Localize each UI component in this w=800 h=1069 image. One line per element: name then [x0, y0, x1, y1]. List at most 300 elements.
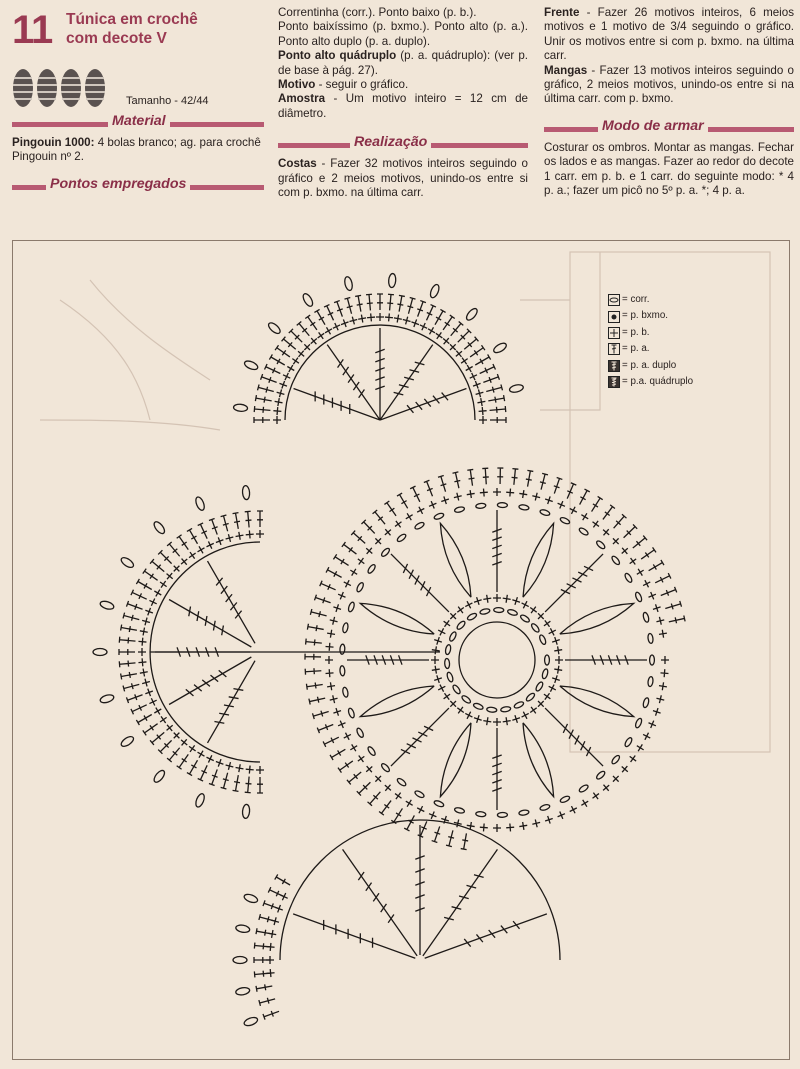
upper-tall-ring	[397, 295, 404, 311]
outer-chain	[340, 644, 345, 654]
outer-chain	[367, 746, 377, 757]
center-chain	[473, 702, 484, 710]
outer-sc-ring	[375, 776, 381, 782]
left-sc-ring	[246, 766, 254, 774]
left-tall-ring	[257, 777, 263, 793]
outer-sc-ring	[326, 643, 334, 651]
outer-tall-ring	[424, 480, 433, 496]
left-sc-ring	[216, 537, 224, 545]
center-sc-ring	[450, 613, 456, 619]
left-sc-ring	[236, 764, 244, 772]
center-sc-ring	[530, 707, 536, 713]
outer-tall-ring	[357, 782, 371, 795]
legend-item: = p. bxmo.	[608, 308, 693, 324]
outer-chain	[476, 503, 486, 509]
frente-text: Frente - Fazer 26 motivos inteiros, 6 meios motivos e 1 motivo de 3/4 seguindo o gráfico. Unir os motivos entre si com p. bxmo. na última carr.	[544, 6, 794, 63]
upper-sc-ring	[277, 389, 285, 397]
left-sc-ring	[145, 689, 153, 697]
outer-tall-ring	[306, 683, 322, 690]
upper-picot	[233, 404, 248, 412]
left-spoke	[214, 721, 224, 723]
outer-tall-ring	[309, 697, 325, 705]
outer-sc-ring	[344, 580, 351, 587]
spoke	[561, 590, 570, 594]
upper-sc-ring	[470, 373, 477, 380]
left-sc-ring	[145, 608, 153, 616]
lower-picot	[235, 924, 250, 933]
slip-stitch-icon	[608, 311, 620, 323]
upper-sc-ring	[333, 323, 340, 330]
left-spoke	[213, 621, 215, 631]
left-sc-ring	[142, 618, 150, 626]
upper-sc-ring	[411, 319, 419, 327]
outer-chain	[347, 707, 355, 718]
upper-tall-ring	[480, 364, 496, 373]
lower-tall-ring	[268, 887, 284, 896]
upper-tall-ring	[261, 374, 277, 383]
outer-tall-ring	[655, 573, 671, 583]
outer-tall-ring	[330, 749, 345, 760]
outer-sc-ring	[558, 812, 565, 819]
outer-tall-ring	[461, 833, 468, 849]
center-sc-ring	[549, 628, 556, 635]
left-spoke	[224, 705, 234, 707]
outer-sc-ring	[649, 592, 656, 599]
left-tall-ring	[198, 523, 207, 539]
center-chain	[538, 634, 546, 645]
upper-sc-ring	[292, 358, 299, 365]
left-tall-ring	[121, 625, 137, 632]
left-spoke	[233, 689, 243, 691]
upper-tall-ring	[486, 384, 502, 392]
left-tall-ring	[221, 773, 229, 789]
pontos-heading: Pontos empregados	[12, 177, 264, 197]
upper-sc-ring	[479, 407, 487, 415]
outer-chain	[414, 790, 425, 799]
left-tall-ring	[233, 775, 240, 791]
left-picot	[99, 693, 114, 704]
petal	[560, 686, 634, 717]
outer-chain	[539, 509, 550, 517]
outer-sc-ring	[581, 800, 588, 807]
treble-crochet-icon	[608, 360, 620, 372]
outer-sc-ring	[327, 630, 335, 638]
upper-sc-ring	[279, 381, 287, 389]
lower-tall-ring	[259, 998, 275, 1006]
outer-tall-ring	[307, 624, 323, 631]
lower-tall-ring	[254, 957, 270, 963]
left-sc-ring	[154, 708, 161, 715]
upper-tall-ring	[483, 374, 499, 383]
upper-sc-ring	[479, 416, 487, 424]
center-chain	[541, 668, 548, 679]
spoke	[584, 566, 593, 570]
outer-sc-ring	[643, 580, 650, 587]
outer-sc-ring	[656, 695, 664, 703]
left-sc-ring	[198, 751, 205, 758]
outer-sc-ring	[467, 490, 475, 498]
left-tall-ring	[126, 601, 142, 610]
outer-sc-ring	[603, 529, 609, 535]
upper-sc-ring	[341, 319, 349, 327]
outer-sc-ring	[656, 617, 664, 625]
outer-chain	[634, 591, 642, 602]
left-sc-ring	[207, 541, 214, 548]
outer-sc-ring	[480, 489, 488, 497]
left-picot	[152, 520, 166, 535]
center-sc-ring	[493, 718, 501, 726]
center-sc-ring	[552, 637, 560, 645]
upper-tall-ring	[475, 354, 490, 365]
stitch-item: Motivo - seguir o gráfico.	[278, 78, 409, 92]
center-chain	[525, 692, 536, 702]
upper-tall-ring	[258, 384, 274, 392]
upper-spoke	[416, 402, 422, 410]
outer-sc-ring	[545, 496, 553, 504]
upper-picot	[492, 341, 508, 354]
outer-sc-ring	[603, 785, 609, 791]
left-picot	[120, 735, 136, 749]
upper-sc-ring	[466, 365, 473, 372]
upper-tall-ring	[451, 322, 464, 336]
left-tall-ring	[167, 542, 180, 556]
lower-picot	[243, 1016, 259, 1027]
left-tall-ring	[187, 760, 198, 775]
center-sc-ring	[530, 607, 536, 613]
upper-spoke	[380, 345, 433, 420]
outer-tall-ring	[373, 510, 385, 524]
mangas-text: Mangas - Fazer 13 motivos inteiros seguindo o gráfico, 2 meios motivos, unindo-os entre si na última carr. com p. bxmo.	[544, 63, 794, 106]
center-chain	[507, 609, 518, 617]
left-tall-ring	[136, 715, 151, 726]
left-spoke	[208, 661, 256, 743]
left-spoke	[189, 606, 191, 616]
outer-chain	[497, 812, 507, 817]
upper-picot	[388, 273, 396, 288]
modo-heading: Modo de armar	[544, 119, 794, 139]
outer-chain	[396, 777, 407, 787]
quadruple-treble-icon	[608, 376, 620, 388]
upper-sc-ring	[304, 344, 310, 350]
upper-sc-ring	[456, 351, 462, 357]
outer-sc-ring	[630, 558, 636, 564]
upper-sc-ring	[420, 323, 427, 330]
outer-sc-ring	[417, 507, 424, 514]
spoke	[401, 749, 410, 753]
lower-spoke	[513, 921, 519, 929]
left-picot	[242, 804, 250, 819]
left-tall-ring	[143, 569, 158, 581]
left-sc-ring	[236, 532, 244, 540]
center-chain	[519, 614, 530, 624]
outer-chain	[634, 718, 642, 729]
left-sc-ring	[181, 739, 187, 745]
outer-sc-ring	[630, 756, 636, 762]
double-crochet-icon	[608, 343, 620, 355]
outer-tall-ring	[453, 472, 461, 488]
left-tall-ring	[177, 754, 189, 769]
outer-tall-ring	[384, 501, 396, 516]
stitch-legend	[608, 292, 693, 390]
upper-picot	[344, 276, 354, 291]
upper-spoke	[407, 405, 413, 413]
upper-sc-ring	[283, 373, 290, 380]
petal	[560, 603, 634, 634]
center-sc-ring	[438, 685, 445, 692]
upper-spoke	[380, 389, 466, 420]
left-tall-ring	[143, 724, 158, 736]
pattern-number: 11	[12, 8, 53, 52]
left-sc-ring	[246, 530, 254, 538]
outer-sc-ring	[406, 513, 413, 520]
outer-sc-ring	[570, 806, 577, 813]
outer-tall-ring	[540, 473, 548, 489]
lower-sc-ring	[271, 917, 279, 925]
outer-sc-ring	[344, 733, 351, 740]
left-sc-ring	[226, 534, 234, 542]
upper-sc-ring	[450, 344, 456, 350]
left-sc-ring	[189, 552, 196, 559]
outer-sc-ring	[429, 812, 436, 819]
left-sc-ring	[160, 716, 167, 723]
left-sc-ring	[138, 648, 146, 656]
upper-sc-ring	[443, 338, 449, 344]
left-spoke	[205, 616, 207, 626]
outer-tall-ring	[592, 496, 603, 511]
left-sc-ring	[226, 762, 234, 770]
center-chain	[494, 607, 504, 612]
upper-tall-ring	[464, 337, 478, 350]
stitch-item: Ponto alto quádruplo (p. a. quádruplo): (ver p. de base à pág. 27).	[278, 49, 528, 77]
left-sc-ring	[149, 698, 156, 705]
outer-sc-ring	[661, 656, 669, 664]
outer-sc-ring	[493, 824, 501, 832]
upper-tall-ring	[435, 309, 446, 324]
upper-sc-ring	[287, 365, 294, 372]
outer-tall-ring	[432, 826, 441, 842]
outer-chain	[642, 612, 649, 623]
outer-chain	[539, 804, 550, 812]
outer-chain	[367, 563, 377, 574]
outer-sc-ring	[326, 669, 334, 677]
upper-tall-ring	[458, 329, 471, 342]
outer-chain	[356, 582, 365, 593]
outer-sc-ring	[338, 721, 345, 728]
outer-sc-ring	[325, 656, 333, 664]
lower-tall-ring	[256, 928, 272, 935]
upper-tall-ring	[443, 315, 455, 330]
outer-tall-ring	[497, 468, 503, 484]
left-sc-ring	[256, 530, 264, 538]
outer-sc-ring	[506, 489, 514, 497]
upper-tall-ring	[417, 301, 426, 317]
upper-tall-ring	[297, 322, 310, 336]
outer-chain	[342, 687, 349, 698]
costas-text: Costas - Fazer 32 motivos inteiros seguindo o gráfico e 2 meios motivos, unindo-os entre si com p. bxmo. na última carr.	[278, 157, 528, 200]
left-tall-ring	[123, 613, 139, 621]
center-sc-ring	[503, 717, 511, 725]
spoke	[403, 564, 407, 573]
outer-tall-ring	[338, 761, 353, 773]
outer-tall-ring	[404, 815, 414, 831]
outer-chain	[624, 572, 633, 583]
left-sc-ring	[189, 745, 196, 752]
outer-sc-ring	[417, 806, 424, 813]
outer-sc-ring	[653, 604, 661, 612]
upper-picot	[465, 307, 479, 322]
material-heading: Material	[12, 114, 264, 134]
center-sc-ring	[483, 717, 491, 725]
left-tall-ring	[233, 513, 240, 529]
center-sc-ring	[554, 646, 562, 654]
outer-chain	[650, 655, 655, 665]
outer-sc-ring	[327, 682, 335, 690]
outer-sc-ring	[622, 548, 628, 554]
outer-chain	[497, 503, 507, 508]
lower-spoke	[343, 849, 418, 955]
outer-sc-ring	[545, 816, 553, 824]
left-picot	[152, 769, 166, 784]
left-spoke	[222, 625, 224, 635]
outer-sc-ring	[659, 682, 667, 690]
outer-tall-ring	[641, 547, 656, 559]
legend-item: = p.a. quádruplo	[608, 374, 693, 390]
spoke	[424, 726, 433, 730]
outer-tall-ring	[567, 483, 576, 499]
outer-sc-ring	[519, 490, 527, 498]
left-spoke	[208, 561, 256, 643]
outer-tall-ring	[379, 801, 391, 816]
center-chain	[461, 694, 472, 704]
left-sc-ring	[174, 733, 180, 739]
upper-sc-ring	[311, 338, 317, 344]
left-tall-ring	[209, 518, 218, 534]
lower-tall-ring	[256, 984, 272, 991]
center-sc-ring	[444, 620, 450, 626]
outer-tall-ring	[305, 668, 321, 675]
left-spoke	[197, 611, 199, 621]
outer-sc-ring	[659, 630, 667, 638]
outer-sc-ring	[350, 569, 357, 576]
upper-sc-ring	[349, 317, 357, 325]
size-label: Tamanho - 42/44	[126, 95, 209, 107]
outer-tall-ring	[305, 654, 321, 660]
upper-spoke	[433, 396, 439, 404]
upper-tall-ring	[426, 305, 435, 321]
upper-tall-ring	[470, 345, 485, 357]
outer-sc-ring	[643, 733, 650, 740]
outer-tall-ring	[482, 468, 489, 484]
outer-chain	[578, 784, 589, 794]
outer-sc-ring	[613, 776, 619, 782]
chain-stitch-icon	[608, 294, 620, 306]
outer-chain	[578, 527, 589, 537]
center-sc-ring	[465, 712, 472, 719]
upper-tall-ring	[324, 305, 333, 321]
outer-tall-ring	[313, 711, 329, 719]
center-chain	[466, 612, 477, 621]
upper-sc-ring	[385, 313, 393, 321]
upper-tall-ring	[377, 294, 383, 310]
center-sc-ring	[552, 675, 560, 683]
outer-tall-ring	[326, 567, 342, 577]
outer-sc-ring	[358, 558, 364, 564]
spoke	[545, 708, 603, 766]
left-tall-ring	[187, 528, 198, 543]
outer-sc-ring	[454, 493, 462, 501]
upper-sc-ring	[476, 389, 484, 397]
spoke	[567, 584, 576, 588]
spoke	[409, 570, 413, 579]
left-tall-ring	[221, 515, 229, 531]
outer-chain	[347, 601, 355, 612]
outer-sc-ring	[637, 569, 644, 576]
center-sc-ring	[465, 601, 472, 608]
outer-chain	[642, 697, 649, 708]
lower-picot	[243, 893, 259, 904]
outer-tall-ring	[512, 469, 519, 485]
left-tall-ring	[150, 732, 164, 745]
outer-sc-ring	[385, 785, 391, 791]
upper-tall-ring	[282, 337, 296, 350]
left-sc-ring	[256, 766, 264, 774]
center-chain	[500, 706, 511, 712]
outer-sc-ring	[350, 744, 357, 751]
realizacao-heading: Realização	[278, 135, 528, 155]
outer-tall-ring	[347, 772, 361, 784]
center-chain	[456, 620, 466, 631]
outer-tall-ring	[661, 587, 677, 596]
left-sc-ring	[160, 581, 167, 588]
outer-sc-ring	[385, 529, 391, 535]
left-sc-ring	[167, 573, 173, 579]
upper-tall-ring	[407, 298, 415, 314]
outer-tall-ring	[438, 476, 446, 492]
lower-tall-ring	[254, 971, 270, 978]
upper-sc-ring	[273, 416, 281, 424]
left-sc-ring	[198, 546, 205, 553]
upper-sc-ring	[275, 398, 283, 406]
upper-tall-ring	[334, 301, 343, 317]
outer-sc-ring	[532, 493, 540, 501]
center-sc-ring	[549, 685, 556, 692]
center-sc-ring	[474, 715, 482, 723]
outer-tall-ring	[342, 542, 357, 554]
center-sc-ring	[544, 693, 550, 699]
left-tall-ring	[131, 705, 147, 714]
upper-sc-ring	[273, 407, 281, 415]
legend-item: = p. b.	[608, 325, 693, 341]
left-picot	[99, 600, 114, 611]
outer-sc-ring	[532, 819, 540, 827]
lower-tall-ring	[263, 900, 279, 909]
left-tall-ring	[257, 511, 263, 527]
left-tall-ring	[131, 590, 147, 599]
pattern-title: Túnica em crochê com decote V	[66, 11, 198, 47]
outer-sc-ring	[395, 793, 401, 799]
upper-tall-ring	[265, 364, 281, 373]
center-sc-ring	[474, 597, 482, 605]
outer-sc-ring	[358, 756, 364, 762]
upper-sc-ring	[436, 332, 443, 339]
upper-sc-ring	[376, 313, 384, 321]
upper-picot	[267, 321, 282, 335]
outer-tall-ring	[320, 581, 336, 590]
petal	[440, 523, 471, 597]
left-picot	[93, 649, 107, 656]
outer-chain	[595, 540, 606, 550]
lower-spoke	[489, 930, 495, 938]
